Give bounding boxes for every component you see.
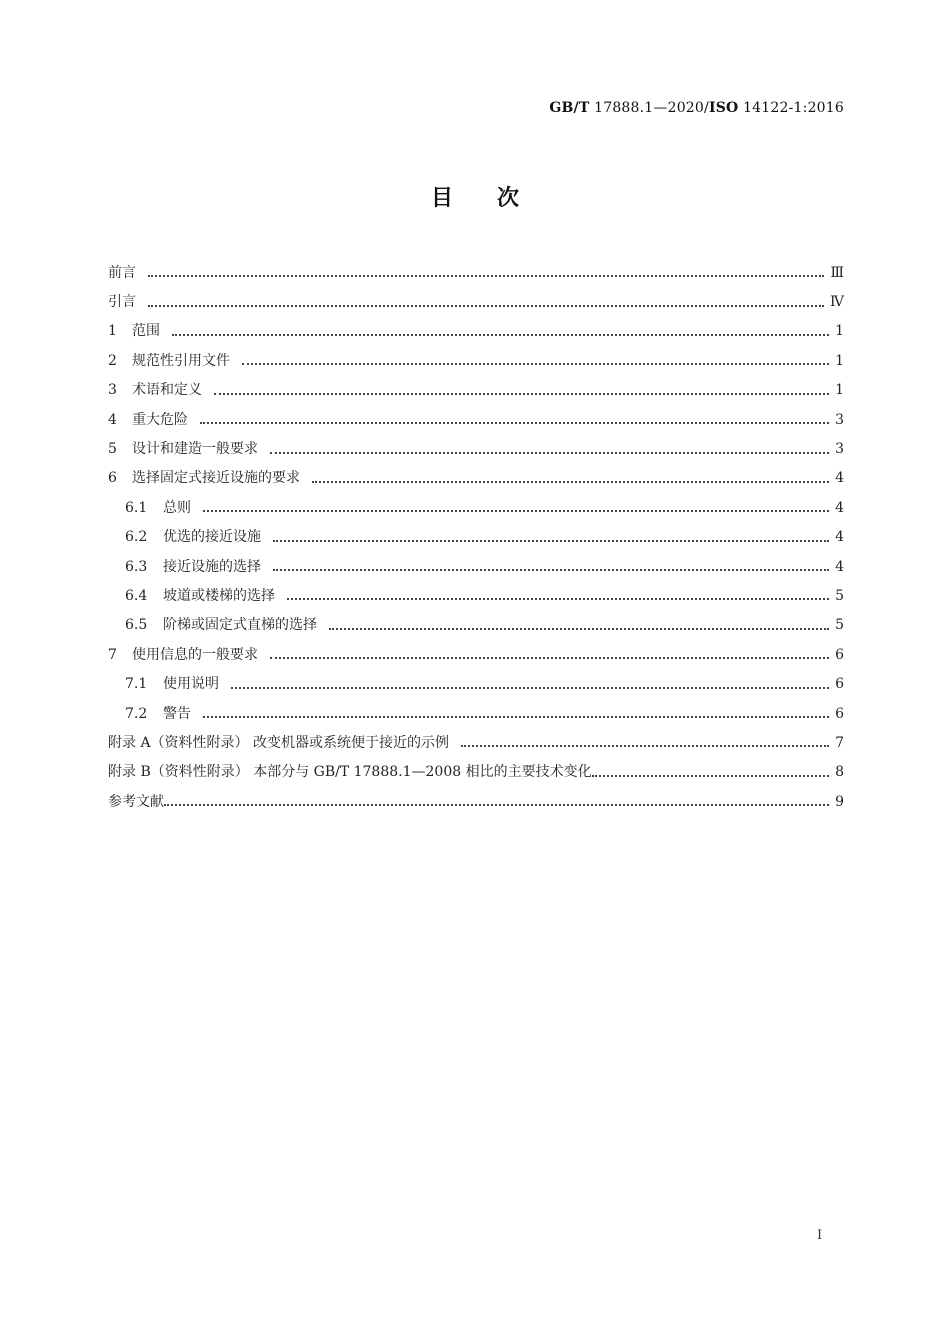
toc-entry-title: 选择固定式接近设施的要求 <box>132 470 300 487</box>
toc-entry[interactable] <box>108 464 844 493</box>
toc-entry-title: 引言 <box>108 294 136 311</box>
toc-entry-number: 3 <box>108 382 117 399</box>
toc-entry[interactable] <box>108 493 844 522</box>
toc-entry-title: 接近设施的选择 <box>163 558 261 575</box>
toc-entry-number: 6.1 <box>125 499 148 516</box>
toc-entry[interactable] <box>108 581 844 610</box>
toc-entry-title: 坡道或楼梯的选择 <box>163 587 275 604</box>
toc-entry-page: 6 <box>835 676 844 693</box>
toc-leader-dots <box>203 509 829 512</box>
toc-entry-number: 6.2 <box>125 529 148 546</box>
table-of-contents <box>108 258 844 816</box>
toc-entry-title: 总则 <box>163 499 191 516</box>
toc-entry[interactable] <box>108 552 844 581</box>
toc-entry-page: 3 <box>835 411 844 428</box>
toc-entry[interactable] <box>108 787 844 816</box>
toc-entry-number: 2 <box>108 352 117 369</box>
toc-leader-dots <box>461 744 829 747</box>
toc-leader-dots <box>270 451 829 454</box>
toc-leader-dots <box>164 803 829 806</box>
toc-entry[interactable] <box>108 669 844 698</box>
header-iso-bold: ISO <box>708 100 739 116</box>
toc-leader-dots <box>270 656 829 659</box>
toc-entry[interactable] <box>108 640 844 669</box>
toc-entry-page: 7 <box>835 734 844 751</box>
toc-entry-number: 6.3 <box>125 558 148 575</box>
toc-entry[interactable] <box>108 287 844 316</box>
toc-entry-number: 7.2 <box>125 705 148 722</box>
toc-entry-number: 7.1 <box>125 676 148 693</box>
toc-entry-title: 术语和定义 <box>132 382 202 399</box>
toc-entry-title: 设计和建造一般要求 <box>132 441 258 458</box>
toc-entry-title: 优选的接近设施 <box>163 529 261 546</box>
toc-entry-page: 6 <box>835 646 844 663</box>
toc-entry-title: 附录 A（资料性附录） 改变机器或系统便于接近的示例 <box>108 734 450 751</box>
toc-entry[interactable] <box>108 728 844 757</box>
toc-entry-page: Ⅲ <box>830 264 844 281</box>
toc-entry-number: 7 <box>108 646 117 663</box>
toc-entry[interactable] <box>108 346 844 375</box>
toc-entry-page: 6 <box>835 705 844 722</box>
toc-entry-page: 1 <box>835 323 844 340</box>
toc-entry-page: 4 <box>835 499 844 516</box>
header-code-bold: GB/T <box>549 100 590 116</box>
page-number: I <box>817 1228 823 1243</box>
toc-entry[interactable] <box>108 611 844 640</box>
toc-entry-title: 阶梯或固定式直梯的选择 <box>163 617 317 634</box>
toc-leader-dots <box>287 597 829 600</box>
toc-leader-dots <box>148 304 824 307</box>
toc-leader-dots <box>200 421 829 424</box>
toc-entry-page: 5 <box>835 587 844 604</box>
toc-entry-page: 9 <box>835 793 844 810</box>
toc-entry-title: 附录 B（资料性附录） 本部分与 GB/T 17888.1—2008 相比的主要技术变化 <box>108 764 592 781</box>
toc-entry-number: 5 <box>108 441 117 458</box>
toc-entry[interactable] <box>108 758 844 787</box>
toc-entry-page: 4 <box>835 529 844 546</box>
toc-leader-dots <box>203 715 829 718</box>
toc-entry-page: 4 <box>835 470 844 487</box>
toc-entry-number: 6.5 <box>125 617 148 634</box>
toc-entry-number: 6.4 <box>125 587 148 604</box>
toc-leader-dots <box>242 362 829 365</box>
toc-leader-dots <box>231 686 829 689</box>
toc-entry-number: 6 <box>108 470 117 487</box>
toc-entry-page: 4 <box>835 558 844 575</box>
toc-entry[interactable] <box>108 317 844 346</box>
toc-entry-number: 1 <box>108 323 117 340</box>
toc-entry-title: 重大危险 <box>132 411 188 428</box>
toc-entry-title: 使用说明 <box>163 676 219 693</box>
toc-leader-dots <box>214 392 829 395</box>
toc-entry[interactable] <box>108 405 844 434</box>
toc-leader-dots <box>273 568 829 571</box>
toc-leader-dots <box>592 774 829 777</box>
standard-code-header <box>549 100 844 116</box>
toc-entry-page: 5 <box>835 617 844 634</box>
toc-entry[interactable] <box>108 699 844 728</box>
toc-entry[interactable] <box>108 258 844 287</box>
toc-leader-dots <box>312 480 829 483</box>
page-title: 目次 <box>430 186 563 211</box>
toc-leader-dots <box>329 627 829 630</box>
toc-entry-page: 8 <box>835 764 844 781</box>
toc-leader-dots <box>172 333 829 336</box>
toc-entry-title: 参考文献 <box>108 793 164 810</box>
header-iso-rest: 14122-1:2016 <box>738 100 844 116</box>
toc-entry[interactable] <box>108 523 844 552</box>
toc-entry-title: 使用信息的一般要求 <box>132 646 258 663</box>
toc-entry[interactable] <box>108 434 844 463</box>
toc-entry-title: 前言 <box>108 264 136 281</box>
toc-entry-page: Ⅳ <box>830 294 844 311</box>
toc-entry-number: 4 <box>108 411 117 428</box>
toc-entry-title: 规范性引用文件 <box>132 352 230 369</box>
toc-entry[interactable] <box>108 376 844 405</box>
toc-entry-title: 范围 <box>132 323 160 340</box>
header-code-rest: 17888.1—2020/ <box>589 100 709 116</box>
toc-entry-title: 警告 <box>163 705 191 722</box>
toc-leader-dots <box>148 274 824 277</box>
toc-entry-page: 3 <box>835 441 844 458</box>
toc-entry-page: 1 <box>835 382 844 399</box>
toc-entry-page: 1 <box>835 352 844 369</box>
toc-leader-dots <box>273 539 829 542</box>
